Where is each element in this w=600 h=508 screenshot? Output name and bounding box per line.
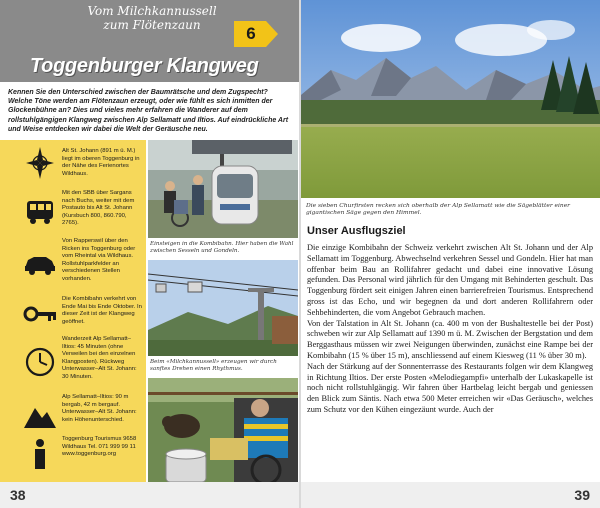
- body-text: [307, 243, 593, 416]
- page-title: Toggenburger Klangweg: [30, 55, 259, 77]
- info-row-contact: [0, 436, 146, 480]
- info-column: [0, 140, 146, 482]
- info-text: Wanderzeit Alp Sellamatt–Iltios: 45 Minuten (ohne Verweilen bei den einzelnen Klangposten). Rückweg Unterwasser–Alt St. Johann: 30 Minuten.: [62, 336, 137, 380]
- tour-subtitle: [72, 4, 232, 32]
- info-row-elevation: [0, 394, 146, 438]
- tour-number: 6: [246, 24, 256, 43]
- info-icon: [22, 438, 58, 470]
- body-paragraph: Von der Talstation in Alt St. Johann (ca. 400 m von der Bushaltestelle bei der Post) schweben wir zur Alp Sellamatt auf 1390 m ü. M. Zwischen der Bergstation und dem Berggasthaus müssen wir zwei Neigungen überwinden, zunächst eine Rampe bei der Kombibahn (15 % über 15 m), anschliessend auf einem Kiesweg (11 % über 30 m).: [307, 318, 593, 360]
- clock-icon: [22, 346, 58, 378]
- info-text: Alp Sellamatt–Iltios: 90 m bergab, 42 m bergauf. Unterwasser–Alt St. Johann: kein Höhenunterschied.: [62, 394, 137, 423]
- info-text: Die Kombibahn verkehrt von Ende Mai bis Ende Oktober. In dieser Zeit ist der Klangweg geöffnet.: [62, 296, 142, 325]
- info-row-duration: [0, 336, 146, 392]
- info-row-location: [0, 145, 146, 189]
- info-row-opening: [0, 292, 146, 338]
- info-row-public-transport: [0, 190, 146, 238]
- subtitle-line-1: Vom Milchkannussell: [87, 4, 217, 18]
- main-photo-caption: Die sieben Churfirsten recken sich oberhalb der Alp Sellamatt wie die Sägeblätter einer gigantischen Säge gegen den Himmel.: [306, 203, 571, 217]
- bus-icon: [22, 196, 58, 228]
- info-text: Alt St. Johann (891 m ü. M.) liegt im oberen Toggenburg in der Nähe des Ferienortes Wildhaus.: [62, 148, 140, 177]
- cable-car-photo: [148, 260, 298, 356]
- tour-number-badge: [234, 21, 278, 47]
- gondola-photo: [148, 140, 298, 238]
- section-heading: Unser Ausflugsziel: [307, 225, 406, 237]
- milk-can-photo: [148, 378, 298, 482]
- intro-text: Kennen Sie den Unterschied zwischen der Baumrätsche und dem Zugspecht? Welche Töne werden am Flötenzaun erzeugt, oder wie fühlt es sich inmitten der Glockenbühne an? Dies und vieles mehr erfahren die Wanderer auf dem rollstuhlgängigen Klangweg zwischen Alp Sellamatt und Iltios. Auf eindrückliche Art und Weise entdecken wir dabei die Welt der Geräusche neu.: [8, 89, 289, 133]
- info-text: Toggenburg Tourismus 9658 Wildhaus Tel. 071 999 99 11 www.toggenburg.org: [62, 436, 137, 458]
- car-icon: [22, 248, 58, 280]
- info-row-car: [0, 238, 146, 292]
- churfirsten-photo: [301, 0, 600, 198]
- page-number-left: 38: [10, 487, 26, 503]
- key-icon: [22, 298, 58, 330]
- elevation-icon: [22, 400, 58, 432]
- page-number-right: 39: [574, 487, 590, 503]
- info-text: Von Rapperswil über den Ricken ins Toggenburg oder vom Rheintal via Wildhaus. Rollstuhlparkfelder an verschiedenen Stellen vorhanden.: [62, 238, 136, 282]
- milk-can-caption: Beim «Milchkannussell» erzeugen wir durch sanftes Drehen einen Rhythmus.: [150, 359, 277, 373]
- body-paragraph: Die einzige Kombibahn der Schweiz verkehrt zwischen Alt St. Johann und der Alp Sellamatt im Toggenburg. Abwechselnd verkehren Sessel und Gondeln. Hier hat man offenbar beim Bau an Rollifahrer gedacht und dabei eine innovative Lösung gefunden. Das Personal wird jährlich für den Umgang mit Behinderten geschult. Das Toggenburg fördert seit einigen Jahren einen barrierefreien Tourismus. Entsprechend gross ist das Echo, und wir begegnen da und dort anderen Rollifahrern oder Sehbehinderten, die vom Angebot Gebrauch machen.: [307, 243, 593, 317]
- info-text: Mit den SBB über Sargans nach Buchs, weiter mit dem Postauto bis Alt St. Johann (Kursbuch 800, 860.790, 2765).: [62, 190, 135, 227]
- body-paragraph: Nach der Stärkung auf der Sonnenterrasse des Restaurants folgen wir dem Klangweg in Richtung Iltios. Der erste Posten «Melodiegampfi» unterhalb der Lukaskapelle ist noch nicht rollstuhlgängig. Wir fahren über Hartbelag leicht bergab und geniessen den Blick zum Säntis. Nach etwa 500 Meter erreichen wir «Das Geräusch», welches zum Schutz vor den Kühen eingezäunt wurde. Auch der: [307, 361, 593, 414]
- compass-icon: [22, 147, 58, 179]
- gondola-caption: Einsteigen in die Kombibahn. Hier haben die Wahl zwischen Sesseln und Gondeln.: [150, 241, 294, 255]
- subtitle-line-2: zum Flötenzaun: [103, 18, 201, 32]
- photo-column: [146, 140, 299, 482]
